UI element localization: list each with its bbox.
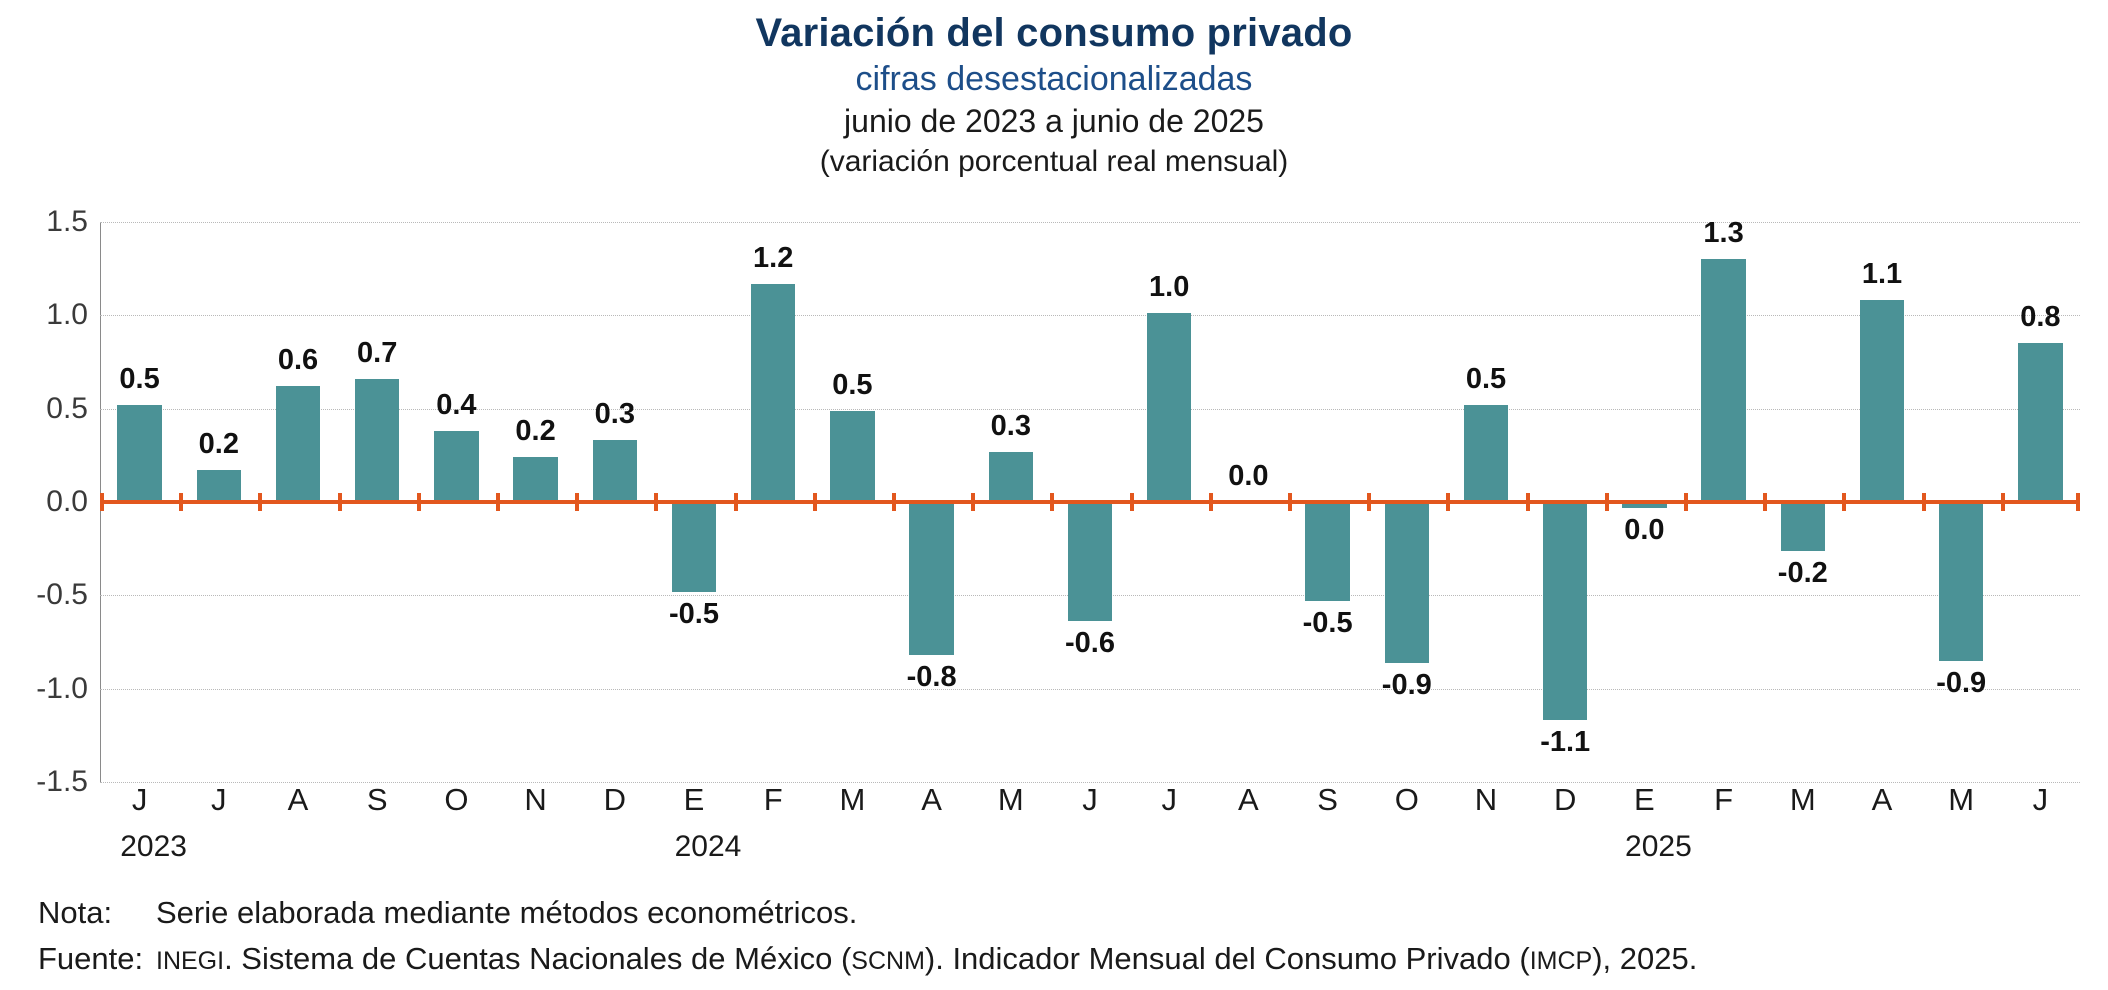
x-axis-tick	[1605, 493, 1609, 511]
x-axis-month-label: F	[1714, 782, 1734, 817]
bar	[197, 470, 241, 502]
zero-axis-line	[100, 500, 2080, 504]
bar-value-label: 0.2	[515, 415, 556, 448]
x-axis-tick	[892, 493, 896, 511]
bar-value-label: 0.0	[1624, 513, 1665, 546]
bar	[830, 411, 874, 502]
x-axis-year-label: 2023	[120, 830, 187, 863]
bar-value-label: 0.4	[436, 389, 477, 422]
x-axis-month-label: N	[1474, 782, 1498, 817]
source-inegi: INEGI	[156, 947, 225, 975]
bar-value-label: 0.2	[198, 428, 239, 461]
x-axis-month-label: A	[287, 782, 309, 817]
x-axis-month-label: M	[1789, 782, 1816, 817]
x-axis-month-label: M	[839, 782, 866, 817]
source-text-1: . Sistema de Cuentas Nacionales de México (	[224, 941, 852, 976]
bar	[1305, 502, 1349, 601]
x-axis	[100, 782, 2080, 892]
x-axis-tick	[1288, 493, 1292, 511]
x-axis-tick	[1130, 493, 1134, 511]
y-axis-tick-label: 0.0	[46, 485, 88, 518]
bar	[1701, 259, 1745, 502]
bar-value-label: 0.7	[357, 336, 398, 369]
bar-value-label: 0.6	[277, 344, 319, 377]
x-axis-month-label: O	[1394, 782, 1419, 817]
x-axis-tick	[1367, 493, 1371, 511]
x-axis-month-label: E	[683, 782, 705, 817]
bar	[1147, 313, 1191, 502]
bar-value-label: 1.2	[753, 241, 794, 274]
x-axis-tick	[1684, 493, 1688, 511]
chart-subtitle-1: cifras desestacionalizadas	[855, 60, 1253, 98]
bar-value-label: -0.8	[906, 661, 957, 694]
bar-value-label: 0.5	[832, 368, 873, 401]
source-text-3: ), 2025.	[1592, 941, 1698, 976]
bar	[593, 440, 637, 502]
x-axis-tick	[258, 493, 262, 511]
bar	[1543, 502, 1587, 720]
bar	[1464, 405, 1508, 502]
x-axis-month-label: E	[1634, 782, 1655, 817]
bar-value-label: -0.9	[1381, 668, 1432, 701]
x-axis-tick	[1446, 493, 1450, 511]
bar	[751, 284, 795, 502]
source-label: Fuente:	[38, 941, 144, 976]
x-axis-month-label: N	[524, 782, 547, 817]
y-axis-tick-label: -1.0	[36, 671, 88, 705]
bar-value-label: -0.2	[1777, 556, 1828, 589]
bar	[1939, 502, 1983, 661]
bar-value-label: 1.0	[1149, 271, 1190, 304]
x-axis-tick	[1209, 493, 1213, 511]
x-axis-tick	[100, 493, 104, 511]
source-imcp: IMCP	[1529, 947, 1593, 975]
gridline	[100, 315, 2080, 316]
x-axis-tick	[1050, 493, 1054, 511]
note-text: Serie elaborada mediante métodos econométricos.	[156, 895, 858, 930]
x-axis-month-label: J	[1082, 782, 1098, 817]
bar-value-label: -0.9	[1936, 666, 1987, 699]
source-text-2: ). Indicador Mensual del Consumo Privado (	[924, 941, 1530, 976]
x-axis-month-label: M	[1948, 782, 1975, 817]
x-axis-month-label: J	[131, 782, 148, 817]
x-axis-month-label: S	[1317, 782, 1338, 817]
bar	[1068, 502, 1112, 621]
gridline	[100, 222, 2080, 223]
bar-value-label: 1.3	[1703, 217, 1744, 250]
bar	[1385, 502, 1429, 663]
plot-canvas	[100, 217, 2080, 782]
bar	[1781, 502, 1825, 551]
x-axis-tick	[2076, 493, 2080, 511]
bar-value-label: 0.5	[1465, 362, 1507, 395]
bar-value-label: 0.3	[594, 398, 635, 431]
x-axis-tick	[1842, 493, 1846, 511]
x-axis-tick	[1922, 493, 1926, 511]
x-axis-tick	[575, 493, 579, 511]
source-scnm: SCNM	[851, 947, 925, 975]
note-row	[38, 890, 2078, 936]
y-axis-tick-label: -0.5	[36, 578, 88, 612]
x-axis-month-label: J	[1161, 782, 1177, 817]
y-axis-tick-label: 0.5	[46, 391, 88, 425]
bar-value-label: -1.1	[1540, 726, 1591, 759]
x-axis-month-label: J	[211, 782, 227, 817]
bar-value-label: 0.8	[2020, 301, 2061, 334]
x-axis-tick	[417, 493, 421, 511]
bar-value-label: 0.3	[990, 409, 1031, 442]
x-axis-month-label: O	[444, 782, 469, 817]
x-axis-tick	[971, 493, 975, 511]
bar	[989, 452, 1033, 502]
x-axis-tick	[1526, 493, 1530, 511]
y-axis-tick-label: 1.5	[46, 205, 88, 238]
chart-footnotes	[38, 890, 2078, 984]
bar-value-label: -0.6	[1065, 627, 1115, 660]
bar-value-label: -0.5	[669, 597, 719, 630]
source-row	[38, 936, 2078, 984]
bar	[276, 386, 320, 502]
chart-plot-area	[0, 205, 2108, 798]
y-axis-tick-label: -1.5	[36, 765, 88, 798]
page-title: Variación del consumo privado	[755, 11, 1353, 55]
x-axis-month-label: J	[2032, 782, 2049, 817]
bar	[355, 379, 399, 502]
x-axis-tick	[338, 493, 342, 511]
bar	[1860, 300, 1904, 502]
chart-subtitle-2: junio de 2023 a junio de 2025	[844, 103, 1264, 139]
x-axis-month-label: F	[763, 782, 783, 817]
chart-titles	[0, 8, 2108, 182]
x-axis-month-label: A	[1238, 782, 1259, 817]
x-axis-month-label: A	[921, 782, 942, 817]
x-axis-tick	[734, 493, 738, 511]
bar	[434, 431, 478, 502]
x-axis-month-label: M	[997, 782, 1024, 817]
bar	[2018, 343, 2062, 502]
bar-value-label: -0.5	[1302, 606, 1353, 639]
x-axis-tick	[813, 493, 817, 511]
x-axis-tick	[654, 493, 658, 511]
x-axis-month-label: S	[366, 782, 388, 817]
bar-value-label: 0.0	[1228, 460, 1269, 492]
x-axis-month-label: D	[603, 782, 626, 817]
x-axis-month-label: D	[1553, 782, 1577, 817]
x-axis-tick	[1763, 493, 1767, 511]
x-axis-month-label: A	[1871, 782, 1893, 817]
x-axis-tick	[179, 493, 183, 511]
bar-value-label: 1.1	[1861, 258, 1903, 291]
x-axis-tick	[496, 493, 500, 511]
x-axis-tick	[2001, 493, 2005, 511]
y-axis-tick-label: 1.0	[46, 298, 88, 332]
x-axis-year-label: 2024	[674, 830, 742, 863]
gridline	[100, 689, 2080, 690]
bar	[672, 502, 716, 592]
y-axis	[0, 205, 98, 798]
bar	[117, 405, 161, 502]
bar	[513, 457, 557, 502]
bar	[909, 502, 953, 655]
chart-subtitle-3: (variación porcentual real mensual)	[819, 145, 1289, 178]
note-label: Nota:	[38, 895, 113, 930]
bar-value-label: 0.5	[119, 362, 160, 395]
x-axis-year-label: 2025	[1625, 830, 1692, 863]
